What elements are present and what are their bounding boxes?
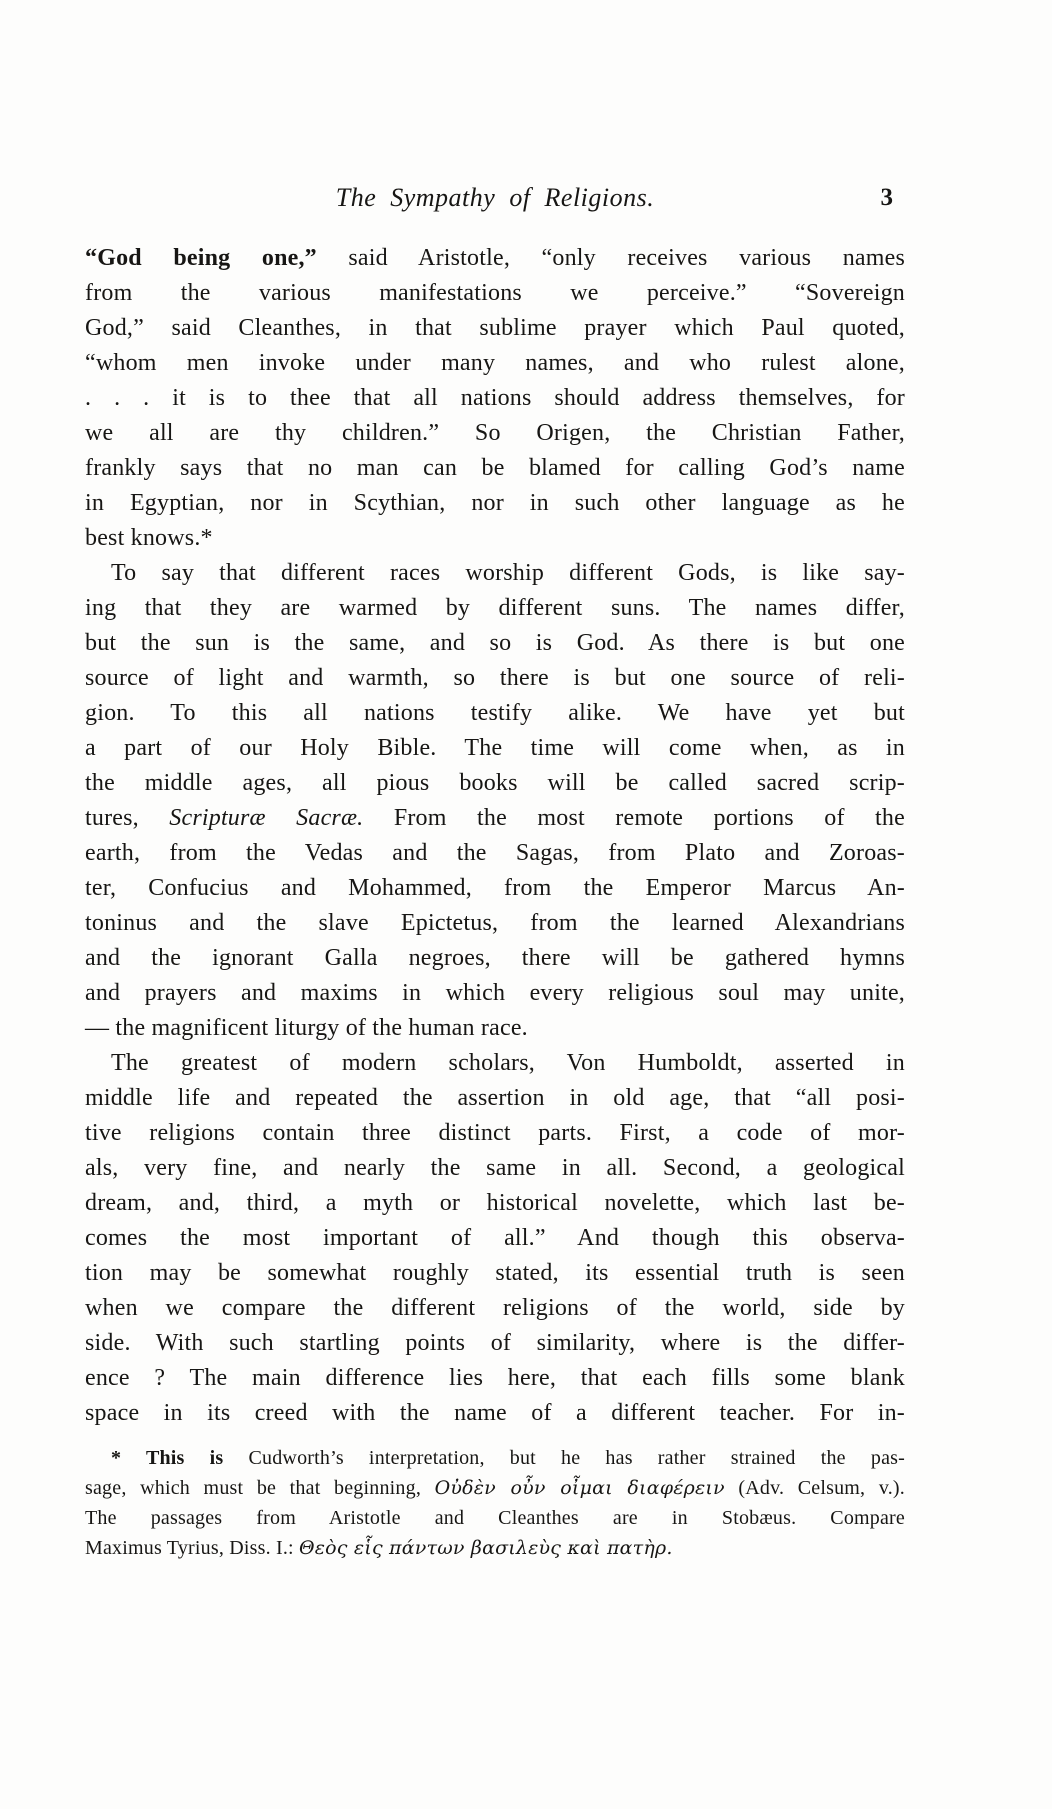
text-line: ence ? The main difference lies here, that each fills some blank bbox=[85, 1365, 905, 1391]
text-line: sage, which must be that beginning, Οὐδὲν οὖν οἶμαι διαφέρειν (Adv. Celsum, v.). bbox=[85, 1477, 905, 1499]
text-line: dream, and, third, a myth or historical novelette, which last be- bbox=[85, 1190, 905, 1216]
text-line: tures, Scripturæ Sacræ. From the most remote portions of the bbox=[85, 805, 905, 831]
text-line: a part of our Holy Bible. The time will come when, as in bbox=[85, 735, 905, 761]
text-line: tion may be somewhat roughly stated, its essential truth is seen bbox=[85, 1260, 905, 1286]
text-line: middle life and repeated the assertion in old age, that “all posi- bbox=[85, 1085, 905, 1111]
text-line: gion. To this all nations testify alike. We have yet but bbox=[85, 700, 905, 726]
page-number: 3 bbox=[880, 184, 893, 211]
text-line: — the magnificent liturgy of the human race. bbox=[85, 1015, 528, 1041]
body-text bbox=[85, 241, 905, 1431]
page-title: The Sympathy of Religions. bbox=[335, 183, 655, 212]
text-line: source of light and warmth, so there is but one source of reli- bbox=[85, 665, 905, 691]
text-line: and the ignorant Galla negroes, there will be gathered hymns bbox=[85, 945, 905, 971]
text-line: space in its creed with the name of a different teacher. For in- bbox=[85, 1400, 905, 1426]
text-line: . . . it is to thee that all nations should address themselves, for bbox=[85, 385, 905, 411]
text-line: God,” said Cleanthes, in that sublime prayer which Paul quoted, bbox=[85, 315, 905, 341]
text-line: ter, Confucius and Mohammed, from the Emperor Marcus An- bbox=[85, 875, 905, 901]
text-line: toninus and the slave Epictetus, from the learned Alexandrians bbox=[85, 910, 905, 936]
text-line: ing that they are warmed by different suns. The names differ, bbox=[85, 595, 905, 621]
text-line: frankly says that no man can be blamed for calling God’s name bbox=[85, 455, 905, 481]
text-line: we all are thy children.” So Origen, the Christian Father, bbox=[85, 420, 905, 446]
text-line: * This is Cudworth’s interpretation, but he has rather strained the pas- bbox=[111, 1447, 905, 1469]
footnote bbox=[85, 1443, 905, 1563]
text-line: “God being one,” said Aristotle, “only receives various names bbox=[85, 245, 906, 271]
text-line: but the sun is the same, and so is God. As there is but one bbox=[85, 630, 905, 656]
running-head bbox=[85, 183, 905, 217]
text-line: earth, from the Vedas and the Sagas, from Plato and Zoroas- bbox=[85, 840, 905, 866]
text-line: To say that different races worship different Gods, is like say- bbox=[111, 560, 905, 586]
text-line: best knows.* bbox=[85, 525, 213, 551]
paragraph bbox=[85, 556, 905, 1046]
text-line: The passages from Aristotle and Cleanthes are in Stobæus. Compare bbox=[85, 1507, 905, 1529]
text-line: from the various manifestations we perceive.” “Sovereign bbox=[85, 280, 905, 306]
text-line: “whom men invoke under many names, and who rulest alone, bbox=[85, 350, 905, 376]
paragraph bbox=[85, 1046, 905, 1431]
paragraph bbox=[85, 241, 905, 556]
text-line: in Egyptian, nor in Scythian, nor in such other language as he bbox=[85, 490, 905, 516]
text-line: Maximus Tyrius, Diss. I.: Θεὸς εἷς πάντων βασιλεὺς καὶ πατὴρ. bbox=[85, 1537, 673, 1559]
text-line: when we compare the different religions of the world, side by bbox=[85, 1295, 905, 1321]
text-line: the middle ages, all pious books will be called sacred scrip- bbox=[85, 770, 905, 796]
text-line: als, very fine, and nearly the same in all. Second, a geological bbox=[85, 1155, 905, 1181]
text-line: The greatest of modern scholars, Von Humboldt, asserted in bbox=[111, 1050, 905, 1076]
text-line: comes the most important of all.” And though this observa- bbox=[85, 1225, 905, 1251]
text-line: tive religions contain three distinct parts. First, a code of mor- bbox=[85, 1120, 905, 1146]
text-line: side. With such startling points of similarity, where is the differ- bbox=[85, 1330, 905, 1356]
text-line: and prayers and maxims in which every religious soul may unite, bbox=[85, 980, 905, 1006]
